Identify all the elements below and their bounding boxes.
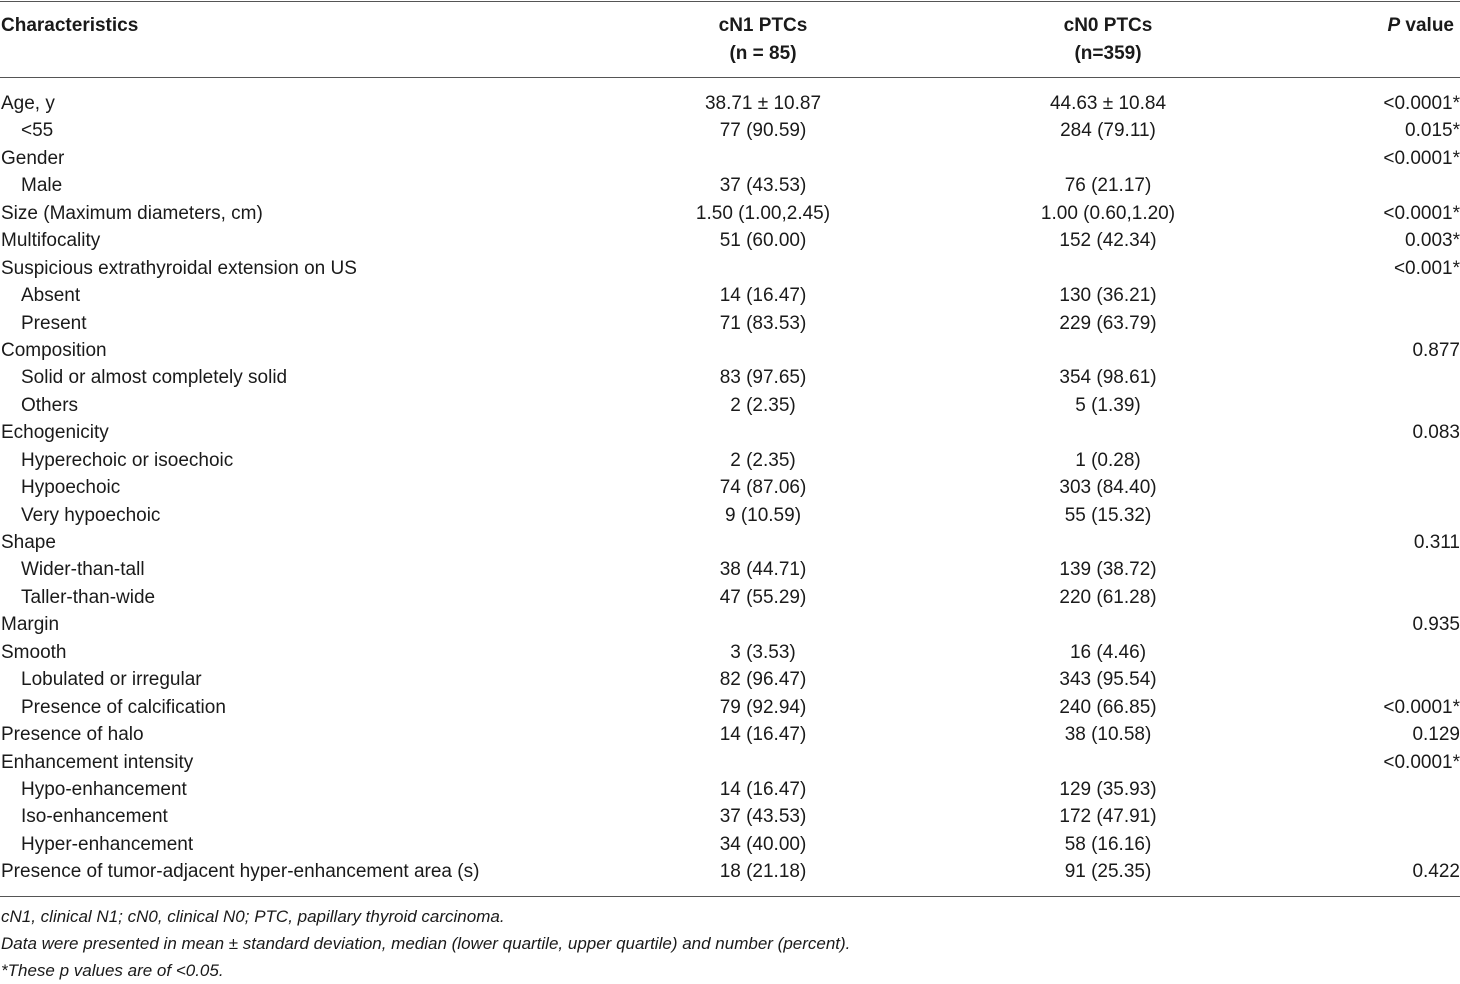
row-label: Others <box>21 394 79 416</box>
cell-cn0: 1 (0.28) <box>1075 449 1141 471</box>
table-row <box>0 282 1460 309</box>
table-row <box>0 255 1460 282</box>
row-label: Smooth <box>1 641 67 663</box>
cell-cn0: 58 (16.16) <box>1064 833 1152 855</box>
table-row <box>0 858 1460 885</box>
header-characteristics: Characteristics <box>1 15 139 36</box>
cell-p-value: 0.311 <box>1413 532 1460 553</box>
table-row <box>0 556 1460 583</box>
row-label: <55 <box>21 120 54 142</box>
row-label: Suspicious extrathyroidal extension on US <box>1 257 357 279</box>
header-cn1-title: cN1 PTCs <box>718 15 808 36</box>
row-label: Hyper-enhancement <box>21 833 194 855</box>
table-header-rule <box>0 77 1460 78</box>
table-row <box>0 419 1460 446</box>
table-row <box>0 666 1460 693</box>
row-label: Margin <box>1 614 60 636</box>
cell-cn1: 79 (92.94) <box>719 696 807 718</box>
cell-cn0: 91 (25.35) <box>1064 861 1152 883</box>
cell-p-value: <0.001* <box>1393 257 1460 279</box>
cell-cn1: 14 (16.47) <box>719 285 807 307</box>
footnote: Data were presented in mean ± standard deviation, median (lower quartile, upper quartile) and number (percent). <box>1 934 851 953</box>
cell-cn1: 38 (44.71) <box>719 559 807 581</box>
row-label: Wider-than-tall <box>21 559 145 581</box>
cell-cn0: 220 (61.28) <box>1059 586 1157 608</box>
cell-cn1: 82 (96.47) <box>719 669 807 691</box>
cell-cn1: 14 (16.47) <box>719 724 807 746</box>
row-label: Solid or almost completely solid <box>21 367 288 389</box>
table-row <box>0 721 1460 748</box>
table-row <box>0 392 1460 419</box>
cell-cn0: 16 (4.46) <box>1069 641 1147 663</box>
cell-cn0: 152 (42.34) <box>1059 230 1157 252</box>
row-label: Lobulated or irregular <box>21 669 202 691</box>
row-label: Hypoechoic <box>21 477 121 499</box>
row-label: Multifocality <box>1 230 101 252</box>
cell-p-value: 0.129 <box>1412 724 1460 746</box>
table-row <box>0 227 1460 254</box>
table-row <box>0 529 1460 556</box>
table-row <box>0 831 1460 858</box>
row-label: Presence of calcification <box>21 696 226 718</box>
cell-p-value: 0.015* <box>1405 120 1460 142</box>
cell-cn1: 37 (43.53) <box>719 175 807 197</box>
cell-p-value: <0.0001* <box>1383 147 1460 169</box>
row-label: Present <box>21 312 87 334</box>
cell-p-value: 0.935 <box>1412 614 1460 636</box>
header-cn1 <box>663 12 863 68</box>
table-row <box>0 90 1460 117</box>
cell-p-value: <0.0001* <box>1383 93 1460 114</box>
cell-cn0: 129 (35.93) <box>1059 778 1157 800</box>
table-row <box>0 474 1460 501</box>
table-top-rule <box>0 1 1460 2</box>
row-label: Gender <box>1 147 65 169</box>
cell-cn1: 83 (97.65) <box>719 367 807 389</box>
table-row <box>0 447 1460 474</box>
table-row <box>0 117 1460 144</box>
table-row <box>0 310 1460 337</box>
cell-p-value: 0.003* <box>1405 230 1460 252</box>
table-row <box>0 803 1460 830</box>
row-label: Enhancement intensity <box>1 751 194 773</box>
cell-cn0: 240 (66.85) <box>1059 696 1157 718</box>
table-row <box>0 145 1460 172</box>
cell-cn1: 18 (21.18) <box>719 861 807 883</box>
header-cn0 <box>1008 12 1208 68</box>
cell-p-value: <0.0001* <box>1383 751 1460 773</box>
header-p-word: value <box>1400 15 1454 36</box>
cell-cn1: 77 (90.59) <box>719 120 807 142</box>
footnote: *These p values are of <0.05. <box>1 961 224 980</box>
cell-cn1: 51 (60.00) <box>719 230 807 252</box>
cell-p-value: 0.083 <box>1412 422 1460 444</box>
cell-cn1: 9 (10.59) <box>724 504 802 526</box>
row-label: Male <box>21 175 63 197</box>
row-label: Hyperechoic or isoechoic <box>21 449 234 471</box>
cell-p-value: 0.877 <box>1412 339 1460 361</box>
table-row <box>0 639 1460 666</box>
cell-cn0: 5 (1.39) <box>1075 394 1141 416</box>
cell-cn0: 303 (84.40) <box>1059 477 1157 499</box>
table-body <box>0 90 1460 886</box>
row-label: Age, y <box>1 93 55 114</box>
cell-cn1: 1.50 (1.00,2.45) <box>695 202 831 224</box>
table-row <box>0 749 1460 776</box>
cell-cn0: 284 (79.11) <box>1060 120 1156 142</box>
cell-cn1: 14 (16.47) <box>719 778 807 800</box>
row-label: Shape <box>1 532 56 553</box>
table-row <box>0 584 1460 611</box>
table-row <box>0 502 1460 529</box>
cell-cn1: 71 (83.53) <box>719 312 807 334</box>
row-label: Size (Maximum diameters, cm) <box>1 202 263 224</box>
cell-p-value: <0.0001* <box>1383 202 1460 224</box>
cell-cn1: 34 (40.00) <box>719 833 807 855</box>
cell-cn0: 130 (36.21) <box>1059 285 1157 307</box>
cell-cn1: 38.71 ± 10.87 <box>704 93 822 114</box>
cell-cn0: 38 (10.58) <box>1064 724 1152 746</box>
row-label: Hypo-enhancement <box>21 778 187 800</box>
footnote: cN1, clinical N1; cN0, clinical N0; PTC, papillary thyroid carcinoma. <box>1 907 505 926</box>
row-label: Composition <box>1 339 107 361</box>
table-row <box>0 776 1460 803</box>
cell-cn0: 172 (47.91) <box>1059 806 1157 828</box>
cell-cn0: 139 (38.72) <box>1059 559 1157 581</box>
cell-cn0: 343 (95.54) <box>1059 669 1157 691</box>
cell-cn0: 354 (98.61) <box>1059 367 1157 389</box>
row-label: Presence of tumor-adjacent hyper-enhancement area (s) <box>1 861 480 883</box>
row-label: Iso-enhancement <box>21 806 168 828</box>
cell-cn0: 1.00 (0.60,1.20) <box>1040 202 1176 224</box>
table-row <box>0 364 1460 391</box>
cell-p-value: 0.422 <box>1412 861 1460 883</box>
table-row <box>0 337 1460 364</box>
cell-cn1: 37 (43.53) <box>719 806 807 828</box>
row-label: Absent <box>21 285 81 307</box>
header-cn0-title: cN0 PTCs <box>1063 15 1153 36</box>
cell-cn0: 229 (63.79) <box>1059 312 1157 334</box>
table-row <box>0 694 1460 721</box>
cell-p-value: <0.0001* <box>1383 696 1460 718</box>
header-cn0-count: (n=359) <box>1074 43 1142 64</box>
row-label: Taller-than-wide <box>21 586 156 608</box>
header-p-letter: P <box>1387 15 1401 36</box>
header-cn1-count: (n = 85) <box>729 43 797 64</box>
header-p-value <box>1387 12 1454 40</box>
row-label: Very hypoechoic <box>21 504 161 526</box>
cell-cn0: 55 (15.32) <box>1064 504 1152 526</box>
cell-cn0: 44.63 ± 10.84 <box>1049 93 1167 114</box>
table-row <box>0 611 1460 638</box>
cell-cn1: 74 (87.06) <box>719 477 807 499</box>
cell-cn1: 3 (3.53) <box>730 641 796 663</box>
row-label: Echogenicity <box>1 422 109 444</box>
cell-cn1: 2 (2.35) <box>730 394 796 416</box>
cell-cn1: 47 (55.29) <box>719 586 807 608</box>
table-footnotes <box>1 903 850 984</box>
cell-cn1: 2 (2.35) <box>730 449 796 471</box>
cell-cn0: 76 (21.17) <box>1064 175 1152 197</box>
table-row <box>0 172 1460 199</box>
table-row <box>0 200 1460 227</box>
row-label: Presence of halo <box>1 724 144 746</box>
table-bottom-rule <box>0 896 1460 897</box>
